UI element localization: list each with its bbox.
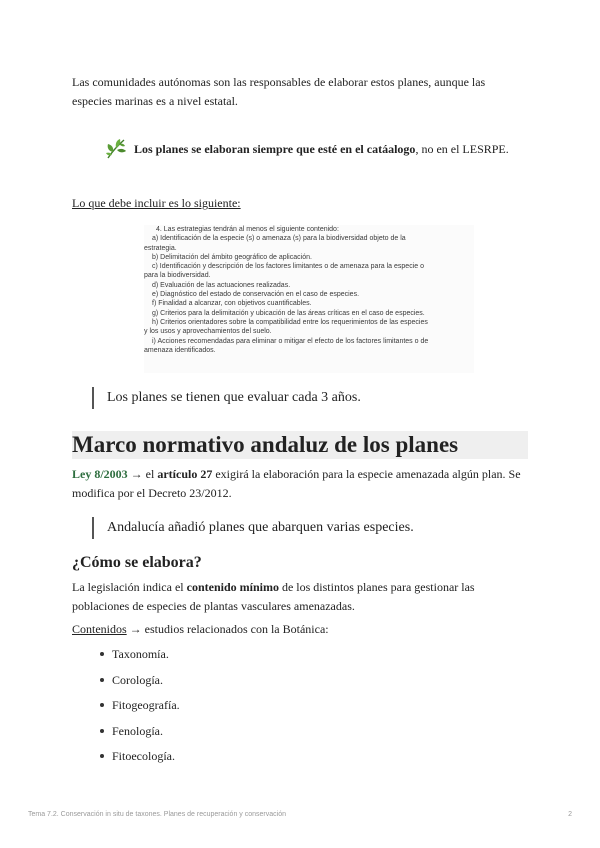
includes-heading: Lo que debe incluir es lo siguiente:: [72, 196, 241, 210]
callout-rest-text: , no en el LESRPE.: [415, 142, 509, 156]
scan-line: c) Identificación y descripción de los factores limitantes o de amenaza para la especie o: [152, 263, 424, 271]
contents-line: [72, 620, 532, 639]
footer-text: Tema 7.2. Conservación in situ de taxones. Planes de recuperación y conservación: [28, 811, 286, 818]
intro-line-1: Las comunidades autónomas son las responsables de elaborar estos planes, aunque las: [72, 75, 486, 89]
law-arrow: → el: [127, 467, 158, 481]
min-text-post: de los distintos planes para gestionar las: [278, 580, 475, 594]
scan-line: h) Criterios orientadores sobre la compatibilidad entre los requerimientos de las especies: [152, 318, 428, 326]
list-item: Corología.: [100, 671, 180, 697]
law-text-1: exigirá la elaboración para la especie amenazada algún plan. Se: [212, 467, 521, 481]
page-footer: [28, 811, 572, 818]
article-reference: artículo 27: [157, 467, 213, 481]
law-reference: Ley 8/2003: [72, 467, 128, 481]
contents-rest: → estudios relacionados con la Botánica:: [126, 622, 329, 636]
scan-line: 4. Las estrategias tendrán al menos el siguiente contenido:: [156, 226, 339, 233]
blockquote-evaluation: Los planes se tienen que evaluar cada 3 años.: [92, 387, 361, 409]
scan-line: i) Acciones recomendadas para eliminar o mitigar el efecto de los factores limitantes o de: [152, 337, 429, 345]
page-number: 2: [568, 811, 572, 818]
intro-line-2: especies marinas es a nivel estatal.: [72, 94, 238, 108]
scan-line: b) Delimitación del ámbito geográfico de aplicación.: [152, 253, 312, 261]
leaf-icon: [104, 137, 128, 161]
contents-label: Contenidos: [72, 622, 127, 636]
min-text-line-2: poblaciones de especies de plantas vasculares amenazadas.: [72, 599, 355, 613]
scan-line: estrategia.: [144, 244, 177, 252]
section-title: Marco normativo andaluz de los planes: [72, 431, 528, 459]
scan-line: f) Finalidad a alcanzar, con objetivos cuantificables.: [152, 300, 312, 308]
subsection-title: ¿Cómo se elabora?: [72, 554, 202, 571]
list-item: Fenología.: [100, 722, 180, 748]
list-item: Fitoecología.: [100, 747, 180, 773]
scan-line: para la biodiversidad.: [144, 272, 211, 280]
scan-line: amenaza identificados.: [144, 346, 216, 354]
list-item: Taxonomía.: [100, 645, 180, 671]
intro-paragraph: [72, 73, 532, 111]
scan-line: e) Diagnóstico del estado de conservación en el caso de especies.: [152, 291, 360, 299]
legal-text-scan: [144, 225, 474, 373]
min-text-pre: La legislación indica el: [72, 580, 187, 594]
scan-line: d) Evaluación de las actuaciones realizadas.: [152, 281, 291, 289]
scan-line: a) Identificación de la especie (s) o amenaza (s) para la biodiversidad objeto de la: [152, 235, 406, 243]
callout-text: [134, 142, 509, 157]
topics-list: [100, 645, 180, 773]
list-item: Fitogeografía.: [100, 696, 180, 722]
callout-note: [104, 137, 534, 163]
scan-line: y los usos y aprovechamientos del suelo.: [144, 328, 272, 336]
blockquote-andalucia: Andalucía añadió planes que abarquen varias especies.: [92, 517, 414, 539]
min-text-bold: contenido mínimo: [186, 580, 279, 594]
law-paragraph: [72, 465, 532, 503]
minimum-content-paragraph: [72, 578, 532, 616]
scan-line: g) Criterios para la delimitación y ubicación de las áreas críticas en el caso de especies.: [152, 309, 425, 317]
law-text-2: modifica por el Decreto 23/2012.: [72, 486, 232, 500]
callout-bold-text: Los planes se elaboran siempre que esté en el catáalogo: [134, 142, 416, 156]
